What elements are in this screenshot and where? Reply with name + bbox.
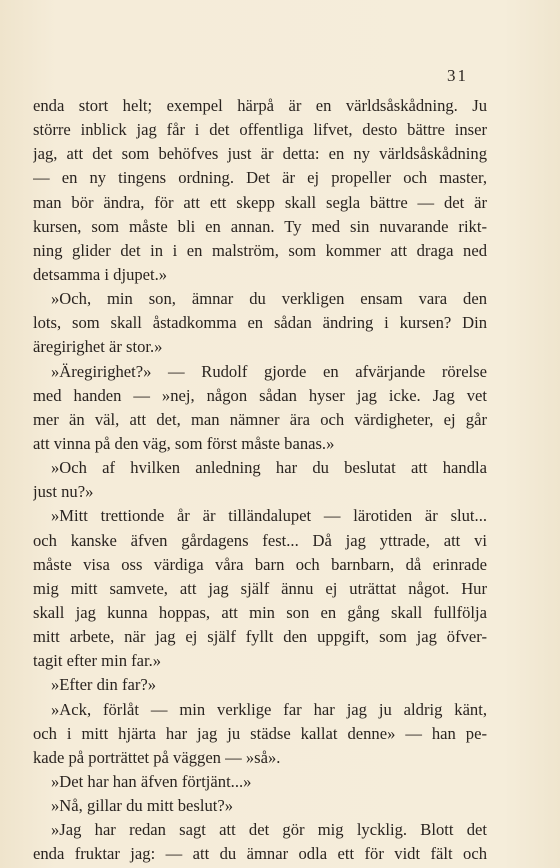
text-line: enda fruktar jag: — att du ämnar odla ett för vidt fält och: [33, 844, 487, 864]
page-number: 31: [447, 66, 468, 85]
text-line: större inblick jag får i det offentliga lifvet, desto bättre inser: [33, 120, 487, 140]
text-line: kade på porträttet på väggen — »så».: [33, 747, 281, 767]
text-line: just nu?»: [33, 482, 94, 502]
text-line: enda stort helt; exempel härpå är en världsåskådning. Ju: [33, 96, 487, 115]
text-line: skall jag kunna hoppas, att min son en gång skall fullfölja: [33, 602, 487, 622]
text-line: »Nå, gillar du mitt beslut?»: [51, 796, 234, 816]
text-line: med handen — »nej, någon sådan hyser jag icke. Jag vet: [33, 385, 487, 405]
text-line: »Ack, förlåt — min verklige far har jag ju aldrig känt,: [51, 699, 487, 719]
text-line: »Efter din far?»: [51, 675, 157, 695]
text-line: detsamma i djupet.»: [33, 264, 168, 284]
text-line: — en ny tingens ordning. Det är ej propeller och master,: [33, 168, 487, 188]
text-line: man bör ändra, för att ett skepp skall segla bättre — det är: [33, 192, 487, 212]
body-text: [33, 94, 487, 867]
text-line: jag, att det som behöfves just är detta: en ny världsåskådning: [33, 144, 487, 164]
text-line: »Och, min son, ämnar du verkligen ensam vara den: [51, 289, 487, 309]
text-line: ning glider det in i en malström, som kommer att draga ned: [33, 240, 487, 260]
text-line: »Jag har redan sagt att det gör mig lycklig. Blott det: [51, 820, 487, 840]
text-line: och kanske äfven gårdagens fest... Då jag yttrade, att vi: [33, 530, 487, 550]
text-line: måste visa oss värdiga våra barn och barnbarn, då erinrade: [33, 554, 487, 574]
text-line: »Det har han äfven förtjänt...»: [51, 771, 252, 791]
text-line: mitt arbete, när jag ej själf fyllt den uppgift, som jag öfver-: [33, 627, 487, 647]
text-line: »Och af hvilken anledning har du beslutat att handla: [51, 458, 487, 478]
text-line: äregirighet är stor.»: [33, 337, 163, 357]
text-line: »Mitt trettionde år är tilländalupet — lärotiden är slut...: [51, 506, 487, 526]
text-line: att vinna på den väg, som först måste banas.»: [33, 433, 335, 453]
text-line: mer än väl, att det, man nämner ära och värdigheter, ej går: [33, 409, 487, 429]
text-line: tagit efter min far.»: [33, 651, 162, 671]
text-line: »Äregirighet?» — Rudolf gjorde en afvärjande rörelse: [51, 361, 487, 381]
text-line: kursen, som måste bli en annan. Ty med sin nuvarande rikt-: [33, 216, 487, 236]
text-line: mig mitt samvete, att jag själf ännu ej uträttat något. Hur: [33, 578, 487, 598]
text-line: lots, som skall åstadkomma en sådan ändring i kursen? Din: [33, 313, 487, 333]
text-line: och i mitt hjärta har jag ju städse kallat denne» — han pe-: [33, 723, 487, 743]
